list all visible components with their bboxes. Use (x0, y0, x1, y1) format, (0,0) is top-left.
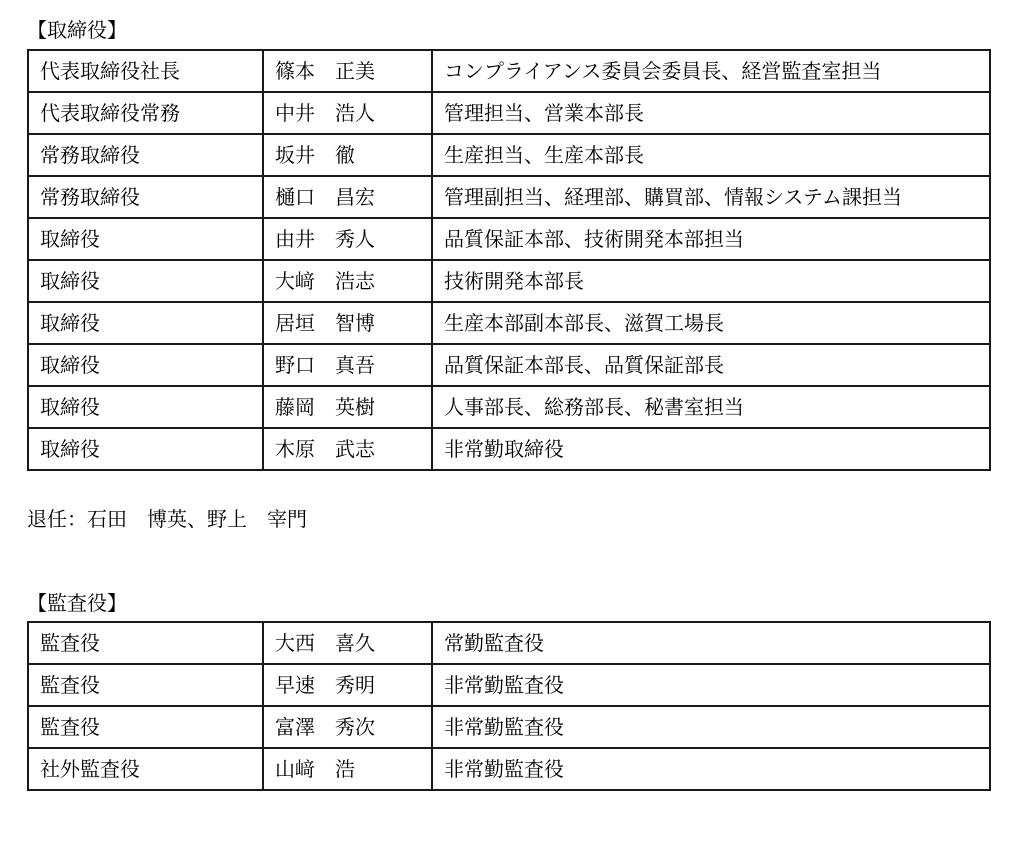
table-row (28, 176, 990, 218)
retired-note: 退任：石田 博英、野上 宰門 (27, 507, 307, 531)
duty-cell: 管理担当、営業本部長 (432, 92, 990, 134)
table-row (28, 92, 990, 134)
name-cell: 大西 喜久 (263, 622, 432, 664)
duty-cell: 技術開発本部長 (432, 260, 990, 302)
position-cell: 常務取締役 (28, 134, 263, 176)
position-cell: 取締役 (28, 260, 263, 302)
table-row (28, 302, 990, 344)
position-cell: 監査役 (28, 622, 263, 664)
duty-cell: 生産本部副本部長、滋賀工場長 (432, 302, 990, 344)
name-cell: 由井 秀人 (263, 218, 432, 260)
table-row (28, 134, 990, 176)
name-cell: 坂井 徹 (263, 134, 432, 176)
position-cell: 取締役 (28, 344, 263, 386)
name-cell: 木原 武志 (263, 428, 432, 470)
duty-cell: 生産担当、生産本部長 (432, 134, 990, 176)
name-cell: 大﨑 浩志 (263, 260, 432, 302)
table-row (28, 50, 990, 92)
duty-cell: 非常勤取締役 (432, 428, 990, 470)
position-cell: 代表取締役社長 (28, 50, 263, 92)
table-row (28, 344, 990, 386)
duty-cell: 非常勤監査役 (432, 706, 990, 748)
position-cell: 取締役 (28, 218, 263, 260)
duty-cell: 非常勤監査役 (432, 664, 990, 706)
position-cell: 監査役 (28, 706, 263, 748)
name-cell: 中井 浩人 (263, 92, 432, 134)
table-row (28, 706, 990, 748)
name-cell: 樋口 昌宏 (263, 176, 432, 218)
table-row (28, 622, 990, 664)
position-cell: 取締役 (28, 428, 263, 470)
duty-cell: 管理副担当、経理部、購買部、情報システム課担当 (432, 176, 990, 218)
position-cell: 社外監査役 (28, 748, 263, 790)
position-cell: 監査役 (28, 664, 263, 706)
position-cell: 代表取締役常務 (28, 92, 263, 134)
table-row (28, 218, 990, 260)
name-cell: 富澤 秀次 (263, 706, 432, 748)
position-cell: 常務取締役 (28, 176, 263, 218)
duty-cell: 品質保証本部長、品質保証部長 (432, 344, 990, 386)
duty-cell: コンプライアンス委員会委員長、経営監査室担当 (432, 50, 990, 92)
table-row (28, 664, 990, 706)
table-row (28, 748, 990, 790)
position-cell: 取締役 (28, 386, 263, 428)
auditors-heading: 【監査役】 (27, 591, 127, 615)
position-cell: 取締役 (28, 302, 263, 344)
directors-table (27, 49, 991, 471)
duty-cell: 常勤監査役 (432, 622, 990, 664)
auditors-table (27, 621, 991, 791)
table-row (28, 260, 990, 302)
table-row (28, 428, 990, 470)
table-row (28, 386, 990, 428)
name-cell: 篠本 正美 (263, 50, 432, 92)
directors-heading: 【取締役】 (27, 18, 127, 42)
name-cell: 野口 真吾 (263, 344, 432, 386)
name-cell: 藤岡 英樹 (263, 386, 432, 428)
duty-cell: 品質保証本部、技術開発本部担当 (432, 218, 990, 260)
name-cell: 山﨑 浩 (263, 748, 432, 790)
name-cell: 早速 秀明 (263, 664, 432, 706)
duty-cell: 非常勤監査役 (432, 748, 990, 790)
name-cell: 居垣 智博 (263, 302, 432, 344)
duty-cell: 人事部長、総務部長、秘書室担当 (432, 386, 990, 428)
